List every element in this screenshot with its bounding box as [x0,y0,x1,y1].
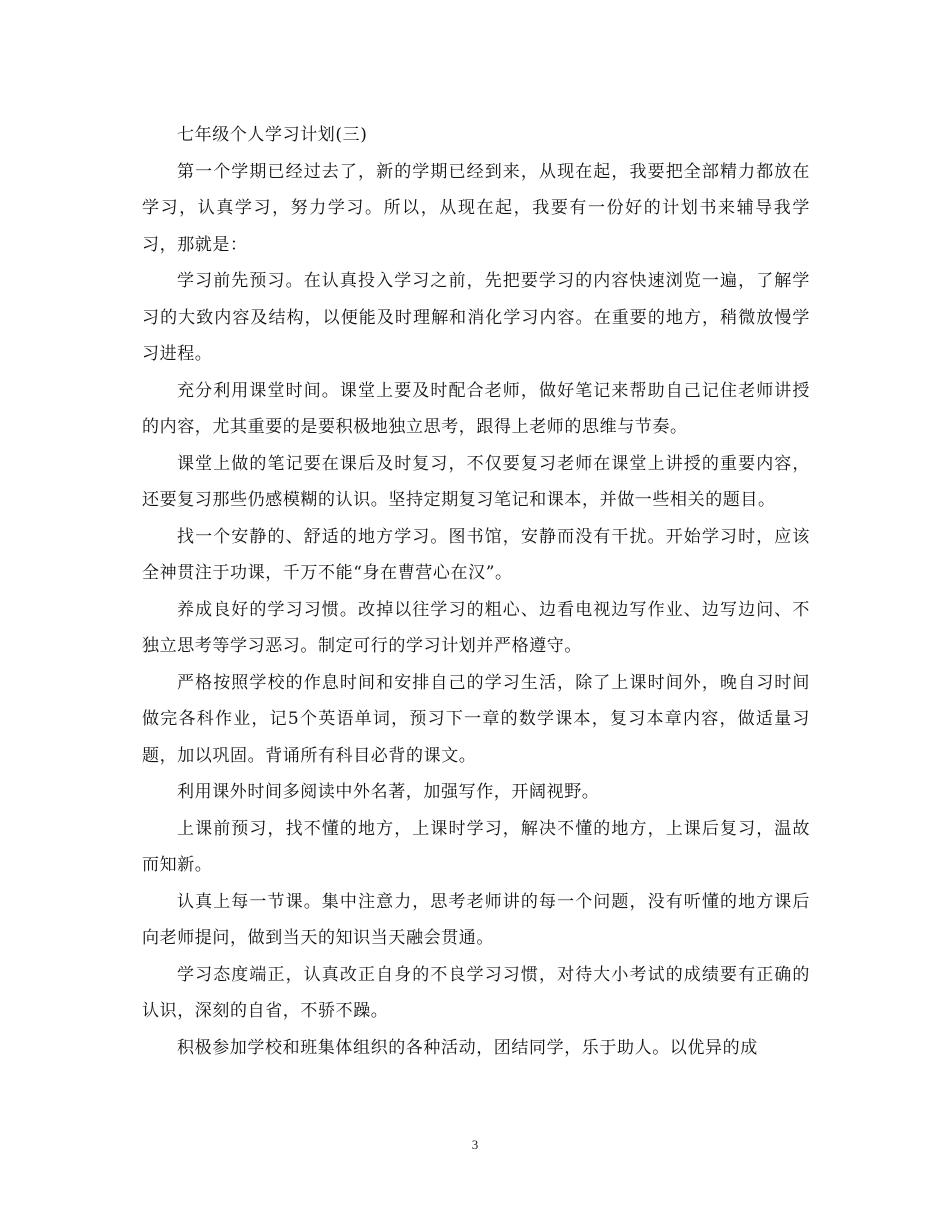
page-number: 3 [471,1137,479,1152]
paragraph-classroom-time: 充分利用课堂时间。课堂上要及时配合老师，做好笔记来帮助自己记住老师讲授的内容，尤其重要的是要积极地独立思考，跟得上老师的思维与节奏。 [142,380,810,437]
paragraph-attend-class: 认真上每一节课。集中注意力，思考老师讲的每一个问题，没有听懂的地方课后向老师提问，做到当天的知识当天融会贯通。 [142,891,810,948]
paragraph-quiet-place: 找一个安静的、舒适的地方学习。图书馆，安静而没有干扰。开始学习时，应该全神贯注于功课，千万不能“身在曹营心在汉”。 [142,526,810,583]
paragraph-notes-review: 课堂上做的笔记要在课后及时复习，不仅要复习老师在课堂上讲授的重要内容，还要复习那些仍感模糊的认识。坚持定期复习笔记和课本，并做一些相关的题目。 [142,453,810,510]
paragraph-preview-review: 上课前预习，找不懂的地方，上课时学习，解决不懂的地方，上课后复习，温故而知新。 [142,818,810,875]
paragraph-attitude: 学习态度端正，认真改正自身的不良学习习惯，对待大小考试的成绩要有正确的认识，深刻的自省，不骄不躁。 [142,964,810,1021]
paragraph-schedule: 严格按照学校的作息时间和安排自己的学习生活，除了上课时间外，晚自习时间做完各科作业，记5个英语单词，预习下一章的数学课本，复习本章内容，做适量习题，加以巩固。背诵所有科目必背的课文。 [142,672,810,766]
document-body [142,117,810,1066]
paragraph-intro: 第一个学期已经过去了，新的学期已经到来，从现在起，我要把全部精力都放在学习，认真学习，努力学习。所以，从现在起，我要有一份好的计划书来辅导我学习，那就是： [142,161,810,255]
paragraph-activities: 积极参加学校和班集体组织的各种活动，团结同学，乐于助人。以优异的成 [177,1037,758,1058]
paragraph-good-habits: 养成良好的学习习惯。改掉以往学习的粗心、边看电视边写作业、边写边问、不独立思考等学习恶习。制定可行的学习计划并严格遵守。 [142,599,810,656]
document-title: 七年级个人学习计划(三) [177,125,368,145]
paragraph-preview: 学习前先预习。在认真投入学习之前，先把要学习的内容快速浏览一遍，了解学习的大致内容及结构，以便能及时理解和消化学习内容。在重要的地方，稍微放慢学习进程。 [142,271,810,364]
paragraph-reading: 利用课外时间多阅读中外名著，加强写作，开阔视野。 [177,782,600,802]
